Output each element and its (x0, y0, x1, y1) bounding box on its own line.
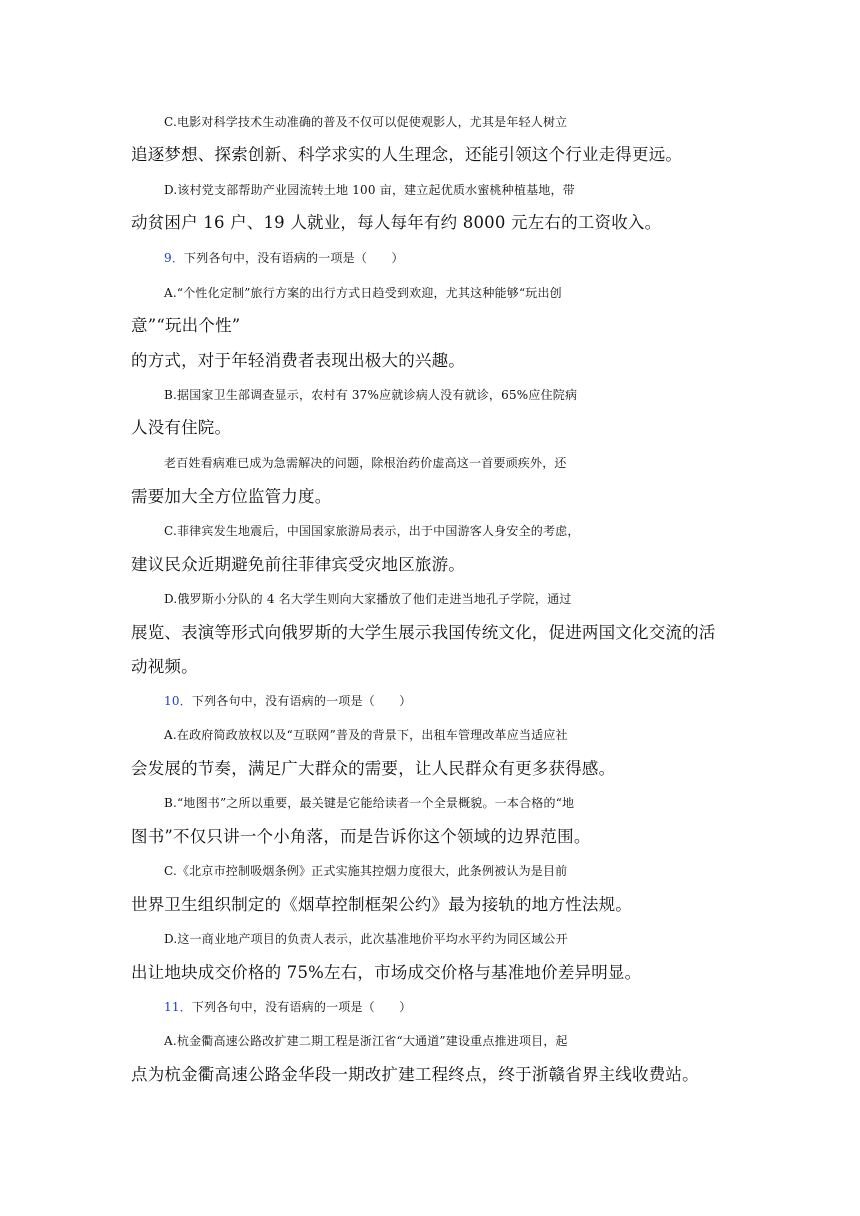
text-line: B.据国家卫生部调查显示，农村有 37%应就诊病人没有就诊，65%应住院病 (164, 388, 578, 402)
question-11-stem (164, 997, 764, 1017)
question-text: 下列各句中，没有语病的一项是（ ） (191, 1000, 412, 1014)
text-line: 世界卫生组织制定的《烟草控制框架公约》最为接轨的地方性法规。 (131, 895, 632, 914)
text-line: 会发展的节奏，满足广大群众的需要，让人民群众有更多获得感。 (131, 759, 616, 778)
text-line: D.这一商业地产项目的负责人表示，此次基准地价平均水平约为同区域公开 (164, 932, 568, 946)
text-line: 的方式，对于年轻消费者表现出极大的兴趣。 (131, 351, 465, 370)
text-line: 展览、表演等形式向俄罗斯的大学生展示我国传统文化，促进两国文化交流的活 (131, 623, 716, 642)
text-line: D.该村党支部帮助产业园流转土地 100 亩，建立起优质水蜜桃种植基地，带 (164, 183, 575, 197)
text-line: 动视频。 (131, 657, 198, 676)
text-line: 人没有住院。 (131, 418, 232, 437)
question-10-stem (164, 691, 764, 711)
question-number: 9． (164, 251, 185, 265)
text-line: 建议民众近期避免前往菲律宾受灾地区旅游。 (131, 555, 465, 574)
question-number: 10． (164, 694, 192, 708)
text-line: 老百姓看病难已成为急需解决的问题，除根治药价虚高这一首要顽疾外，还 (164, 456, 567, 470)
text-line: B.“地图书”之所以重要，最关键是它能给读者一个全景概貌。一本合格的“地 (164, 796, 575, 810)
text-line: 图书”不仅只讲一个小角落，而是告诉你这个领域的边界范围。 (131, 827, 591, 846)
text-line: C.菲律宾发生地震后，中国国家旅游局表示，出于中国游客人身安全的考虑， (164, 524, 580, 538)
text-line: C.《北京市控制吸烟条例》正式实施其控烟力度很大，此条例被认为是目前 (164, 864, 568, 878)
question-text: 下列各句中，没有语病的一项是（ ） (184, 251, 404, 265)
text-line: 出让地块成交价格的 75%左右，市场成交价格与基准地价差异明显。 (131, 963, 642, 982)
text-line: 需要加大全方位监管力度。 (131, 487, 332, 506)
question-text: 下列各句中，没有语病的一项是（ ） (191, 694, 412, 708)
text-line: 意”“玩出个性” (131, 316, 241, 335)
text-line: 动贫困户 16 户、19 人就业，每人每年有约 8000 元左右的工资收入。 (131, 213, 662, 232)
text-line: A.杭金衢高速公路改扩建二期工程是浙江省“大通道”建设重点推进项目，起 (164, 1034, 568, 1048)
question-number: 11． (164, 1000, 192, 1014)
text-line: 追逐梦想、探索创新、科学求实的人生理念，还能引领这个行业走得更远。 (131, 145, 683, 164)
text-line: C.电影对科学技术生动准确的普及不仅可以促使观影人，尤其是年轻人树立 (164, 115, 568, 129)
text-line: 点为杭金衢高速公路金华段一期改扩建工程终点，终于浙赣省界主线收费站。 (131, 1065, 699, 1084)
text-line: A.“个性化定制”旅行方案的出行方式日趋受到欢迎，尤其这种能够“玩出创 (164, 286, 562, 300)
text-line: A.在政府简政放权以及“互联网”普及的背景下，出租车管理改革应当适应社 (164, 728, 568, 742)
question-9-stem (164, 248, 764, 268)
text-line: D.俄罗斯小分队的 4 名大学生则向大家播放了他们走进当地孔子学院，通过 (164, 592, 572, 606)
